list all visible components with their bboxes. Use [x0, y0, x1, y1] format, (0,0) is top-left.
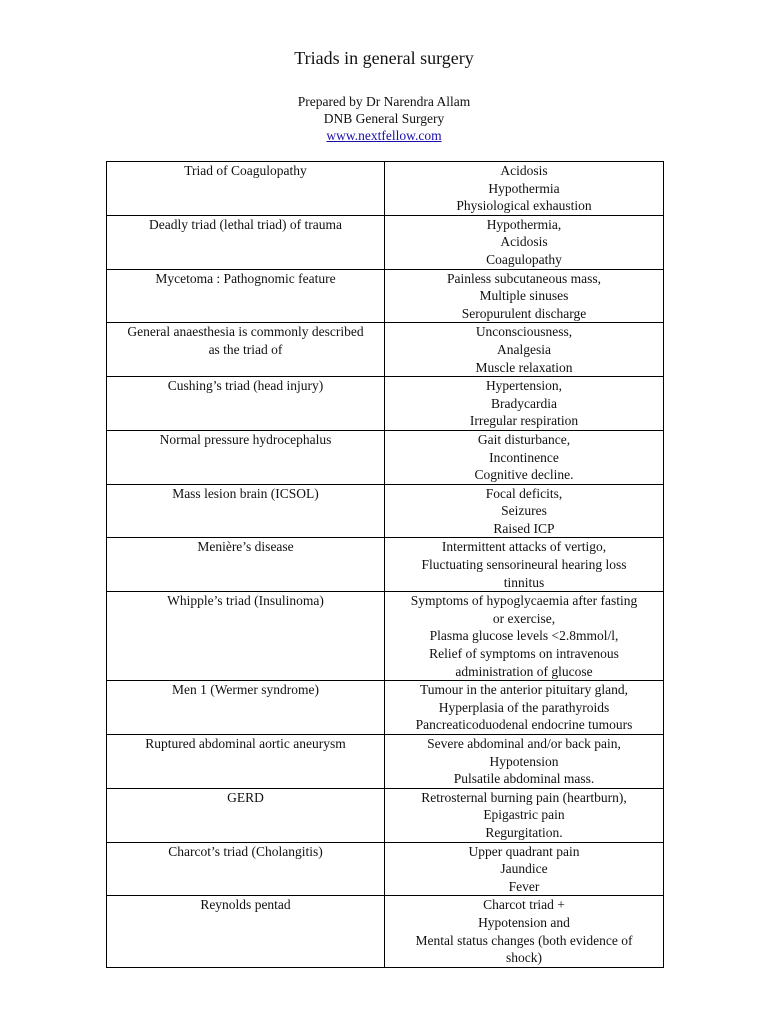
feature-text: Epigastric pain: [483, 807, 565, 823]
feature-text: Fever: [508, 878, 540, 894]
condition-text: as the triad of: [208, 341, 283, 357]
feature-text: or exercise,: [492, 610, 556, 626]
feature-text: Acidosis: [500, 163, 548, 178]
table-row: [107, 538, 664, 592]
feature-text: Hypotension: [489, 753, 559, 769]
feature-text: Painless subcutaneous mass,: [446, 270, 602, 286]
condition-text: Charcot’s triad (Cholangitis): [168, 843, 323, 859]
feature-text: Hyperplasia of the parathyroids: [438, 699, 610, 715]
feature-text: Seizures: [501, 503, 547, 519]
feature-text: Mental status changes (both evidence of: [415, 932, 633, 948]
table-row: [107, 377, 664, 431]
condition-text: Menière’s disease: [197, 539, 294, 555]
feature-text: Retrosternal burning pain (heartburn),: [421, 789, 627, 805]
features-cell: [385, 323, 664, 377]
feature-text: Muscle relaxation: [475, 359, 573, 375]
feature-text: Regurgitation.: [485, 824, 563, 840]
feature-text: shock): [506, 950, 542, 966]
feature-text: administration of glucose: [455, 663, 593, 679]
features-cell: [385, 430, 664, 484]
feature-text: Focal deficits,: [485, 485, 563, 501]
feature-text: Raised ICP: [493, 520, 555, 536]
feature-text: Upper quadrant pain: [468, 843, 580, 859]
condition-cell: [107, 215, 385, 269]
condition-text: Triad of Coagulopathy: [184, 163, 307, 178]
features-cell: [385, 788, 664, 842]
features-cell: [385, 377, 664, 431]
condition-text: Cushing’s triad (head injury): [167, 378, 324, 394]
features-cell: [385, 842, 664, 896]
features-cell: [385, 484, 664, 538]
condition-text: Ruptured abdominal aortic aneurysm: [145, 736, 346, 751]
condition-cell: [107, 430, 385, 484]
table-row: [107, 430, 664, 484]
page-title: Triads in general surgery: [294, 48, 474, 68]
feature-text: Pulsatile abdominal mass.: [453, 771, 595, 787]
triads-table: [106, 161, 664, 968]
table-row: [107, 681, 664, 735]
features-cell: [385, 215, 664, 269]
condition-cell: [107, 896, 385, 967]
table-row: [107, 323, 664, 377]
table-row: [107, 215, 664, 269]
feature-text: Irregular respiration: [469, 413, 579, 429]
features-cell: [385, 269, 664, 323]
condition-text: Deadly triad (lethal triad) of trauma: [148, 216, 343, 232]
feature-text: Fluctuating sensorineural hearing loss: [421, 557, 627, 573]
condition-cell: [107, 269, 385, 323]
condition-text: Reynolds pentad: [200, 897, 291, 913]
feature-text: Pancreaticoduodenal endocrine tumours: [415, 717, 633, 733]
condition-text: General anaesthesia is commonly described: [127, 324, 364, 340]
feature-text: Hypotension and: [478, 914, 570, 930]
table-row: [107, 896, 664, 967]
feature-text: Multiple sinuses: [479, 288, 569, 304]
condition-text: Mycetoma : Pathognomic feature: [155, 270, 336, 286]
document-meta: [0, 93, 768, 144]
table-row: [107, 162, 664, 216]
feature-text: Hypertension,: [485, 378, 563, 394]
condition-cell: [107, 842, 385, 896]
feature-text: Gait disturbance,: [477, 431, 571, 447]
condition-cell: [107, 538, 385, 592]
features-cell: [385, 735, 664, 789]
feature-text: Unconsciousness,: [475, 324, 573, 340]
author-line: Prepared by Dr Narendra Allam: [297, 94, 471, 109]
feature-text: Jaundice: [500, 861, 548, 877]
condition-cell: [107, 681, 385, 735]
table-row: [107, 735, 664, 789]
feature-text: Hypothermia: [488, 180, 560, 196]
table-row: [107, 592, 664, 681]
feature-text: Bradycardia: [491, 395, 557, 411]
table-row: [107, 788, 664, 842]
feature-text: Relief of symptoms on intravenous: [429, 646, 619, 662]
affiliation-line: DNB General Surgery: [323, 111, 445, 126]
condition-text: Men 1 (Wermer syndrome): [172, 682, 319, 698]
features-cell: [385, 592, 664, 681]
condition-text: Whipple’s triad (Insulinoma): [167, 593, 324, 609]
feature-text: Seropurulent discharge: [461, 305, 587, 321]
condition-cell: [107, 162, 385, 216]
feature-text: Symptoms of hypoglycaemia after fasting: [410, 593, 638, 609]
feature-text: Physiological exhaustion: [456, 198, 592, 214]
feature-text: Analgesia: [497, 341, 551, 357]
feature-text: Intermittent attacks of vertigo,: [441, 539, 607, 555]
condition-cell: [107, 323, 385, 377]
features-cell: [385, 896, 664, 967]
condition-cell: [107, 377, 385, 431]
feature-text: Hypothermia,: [486, 216, 562, 232]
feature-text: tinnitus: [503, 574, 545, 590]
condition-cell: [107, 592, 385, 681]
feature-text: Acidosis: [500, 234, 548, 250]
feature-text: Charcot triad +: [483, 897, 565, 913]
condition-text: Mass lesion brain (ICSOL): [172, 485, 319, 501]
table-row: [107, 269, 664, 323]
feature-text: Severe abdominal and/or back pain,: [427, 736, 621, 751]
features-cell: [385, 538, 664, 592]
feature-text: Tumour in the anterior pituitary gland,: [420, 682, 628, 698]
feature-text: Plasma glucose levels <2.8mmol/l,: [429, 628, 619, 644]
table-row: [107, 484, 664, 538]
condition-cell: [107, 735, 385, 789]
condition-cell: [107, 484, 385, 538]
website-link[interactable]: www.nextfellow.com: [326, 128, 442, 143]
condition-text: Normal pressure hydrocephalus: [159, 431, 332, 447]
features-cell: [385, 162, 664, 216]
feature-text: Cognitive decline.: [474, 467, 574, 483]
table-row: [107, 842, 664, 896]
features-cell: [385, 681, 664, 735]
condition-text: GERD: [227, 789, 264, 805]
feature-text: Incontinence: [489, 449, 559, 465]
condition-cell: [107, 788, 385, 842]
feature-text: Coagulopathy: [486, 251, 562, 267]
